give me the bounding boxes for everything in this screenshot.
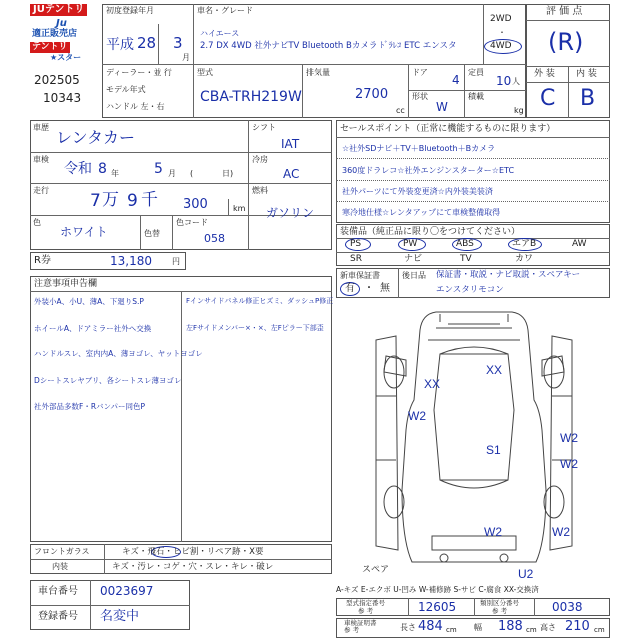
capacity-label: 定員: [468, 68, 484, 77]
doors-label: ドア: [412, 68, 428, 77]
r-ken-label: R券: [34, 255, 51, 266]
inspection-month: 5: [154, 161, 163, 177]
note-right-1: Fインサイドパネル修正ヒズミ、ダッシュP修正: [186, 297, 334, 305]
warranty-yes: 有: [345, 283, 355, 294]
front-glass-label: フロントガラス: [34, 547, 90, 556]
load-label: 積載: [468, 92, 484, 101]
history-label: 車歴: [33, 123, 49, 132]
after-value-2: エンスタリモコン: [436, 285, 504, 295]
logo-line5: ★スター: [50, 53, 82, 62]
inspection-day-open: (: [190, 169, 194, 178]
r-ken-value: 13,180: [110, 254, 152, 268]
displacement-label: 排気量: [306, 68, 330, 77]
model-code-label: 型式: [197, 68, 213, 77]
mark-w2-rear-left: W2: [484, 525, 502, 539]
capacity: 10: [496, 74, 512, 88]
dim-height-label: 高さ: [540, 623, 556, 632]
exterior-label: 外 装: [534, 69, 555, 79]
equip-sr: SR: [350, 254, 362, 264]
equip-leather: カワ: [515, 254, 534, 264]
equip-ps: PS: [350, 239, 362, 249]
color-code-label: 色コード: [176, 218, 208, 227]
first-reg-label: 初度登録年月: [106, 6, 154, 15]
equip-navi: ナビ: [404, 254, 423, 264]
note-left-3: ハンドルスレ、室内内A、薄ヨゴレ、ヤットヨゴレ: [34, 349, 203, 358]
r-ken-unit: 円: [172, 257, 180, 266]
warranty-sep: ・: [364, 283, 374, 294]
equip-tv: TV: [460, 254, 472, 264]
note-left-5: 社外部品多数F・Rバンパー同色P: [34, 402, 146, 411]
mileage-u1: 万: [102, 190, 119, 210]
dim-width: 188: [498, 619, 523, 634]
equip-aw: AW: [572, 239, 587, 249]
displacement-unit: cc: [396, 106, 405, 115]
after-label: 後日品: [402, 271, 426, 280]
model-name-label: 車名・グレード: [197, 6, 253, 15]
dim-length: 484: [418, 619, 443, 634]
equip-pw: PW: [403, 239, 418, 249]
score-value: (R): [548, 28, 584, 56]
note-left-2: ホイールA、ドアミラー社外へ交換: [34, 324, 152, 333]
equip-abs: ABS: [456, 239, 474, 249]
model-year-label: モデル年式: [106, 85, 146, 94]
equip-airbag: エアB: [512, 239, 537, 249]
interior-cond-value: キズ・汚レ・コゲ・穴・スレ・キレ・破レ: [112, 562, 274, 572]
r-ken-box: [30, 252, 186, 270]
front-glass-value: キズ・飛石・ヒビ割・リペア跡・X要: [122, 547, 264, 557]
interior-cond-label: 内装: [52, 562, 68, 571]
chassis-value: 0023697: [100, 584, 154, 598]
interior-label: 内 装: [576, 69, 597, 79]
mark-xx-top: XX: [486, 363, 503, 377]
legend: A-キズ E-エクボ U-凹み W-補修跡 S-サビ C-腐食 XX-交換済: [336, 585, 539, 594]
model-code: CBA-TRH219W: [200, 89, 302, 105]
sales-point-4: 寒冷地仕様☆レンタアップにて車検整備取得: [342, 208, 501, 217]
model-grade: 2.7 DX 4WD 社外ナビTV Bluetooth Bカメラ ﾄﾞﾗﾚｺ ETC エンスタ: [200, 41, 457, 51]
ac-label: 冷房: [252, 155, 268, 164]
mark-w2-left: W2: [408, 409, 426, 423]
warranty-no: 無: [380, 283, 390, 294]
logo-line1: JUテントリ: [30, 4, 87, 16]
shape: W: [436, 100, 448, 114]
notes-label: 注意事項申告欄: [34, 279, 98, 289]
rear-bumper: [432, 536, 516, 550]
wheel-rr: [544, 486, 564, 518]
shift: IAT: [281, 137, 300, 151]
inspection-label: 車検: [33, 155, 49, 164]
logo-line2: Ju: [56, 18, 67, 29]
sales-points-label: セールスポイント（正常に機能するものに限ります）: [340, 124, 556, 134]
color-change-label: 色替: [144, 229, 160, 238]
first-reg-year: 28: [137, 34, 157, 52]
first-reg-month: 3: [173, 34, 183, 52]
score-label: 評 価 点: [546, 6, 583, 17]
color: ホワイト: [60, 225, 108, 239]
dim-height: 210: [565, 619, 590, 634]
dealer-label: ディーラー・並 行: [106, 68, 172, 77]
shift-label: シフト: [252, 123, 276, 132]
fuel: ガソリン: [266, 206, 315, 220]
warranty-label: 新車保証書: [340, 271, 380, 280]
note-right-2: 左Fサイドメンバー×・×、左Fピラー下部歪: [186, 324, 324, 332]
interior-score: B: [580, 86, 596, 111]
mileage-u2: 千: [141, 190, 158, 210]
mileage-v1: 7: [90, 191, 101, 211]
mark-s1: S1: [486, 443, 501, 457]
sales-point-3: 社外パーツにて外装変更済☆内外装美装済: [342, 187, 493, 196]
dim-length-label: 長さ: [400, 623, 416, 632]
shape-label: 形状: [412, 92, 428, 101]
first-reg-month-unit: 月: [182, 53, 190, 62]
reg-value: 名変中: [100, 609, 140, 624]
dim-height-unit: cm: [594, 626, 605, 634]
load-unit: kg: [514, 106, 524, 115]
logo-line4: テントリ: [32, 42, 68, 52]
auction-code-2: 10343: [43, 91, 82, 105]
first-reg-era: 平成: [106, 37, 134, 53]
model-name: ハイエース: [200, 29, 240, 38]
displacement: 2700: [355, 87, 389, 102]
spec-value-2: 0038: [552, 600, 583, 614]
mileage-v3: 300: [183, 197, 208, 212]
left-mirror: [384, 356, 406, 376]
handle-label: ハンドル 左・右: [106, 102, 165, 111]
chassis-label: 車台番号: [38, 586, 78, 597]
dim-width-label: 幅: [474, 623, 482, 632]
reg-label: 登録番号: [38, 611, 78, 622]
header-box: [102, 4, 526, 118]
capacity-unit: 人: [512, 77, 520, 86]
after-value: 保証書・取説・ナビ取説・スペアキー: [436, 270, 581, 280]
history: レンタカー: [56, 128, 135, 147]
mileage-unit: km: [233, 204, 246, 213]
auction-code: 202505: [34, 73, 80, 87]
mark-w2-right-2: W2: [560, 457, 578, 471]
spec-value-1: 12605: [418, 600, 457, 614]
spare-label: スペア: [362, 564, 390, 574]
car-body-outline: [402, 312, 546, 562]
spec-label-1b: 参 考: [358, 607, 374, 615]
inspection-year: 8: [98, 161, 107, 177]
inspection-year-unit: 年: [111, 169, 119, 178]
drive-4wd: 4WD: [490, 41, 512, 51]
spec-label-2: 類別区分番号: [480, 599, 519, 607]
wheel-fr: [544, 356, 564, 388]
doors: 4: [452, 73, 460, 87]
sales-point-1: ☆社外SDナビ＋TV＋Bluetooth＋Bカメラ: [342, 144, 496, 153]
spec-label-1: 型式指定番号: [346, 599, 385, 607]
inspection-month-unit: 月: [168, 169, 176, 178]
dim-length-unit: cm: [446, 626, 457, 634]
car-diagram: [336, 300, 610, 582]
drive-2wd: 2WD: [490, 14, 512, 24]
color-label: 色: [33, 218, 41, 227]
spec-label-2b: 参 考: [492, 607, 508, 615]
mark-w2-rear-right: W2: [552, 525, 570, 539]
sales-point-2: 360度ドラレコ☆社外エンジンスターター☆ETC: [342, 166, 515, 175]
exterior-score: C: [540, 86, 556, 111]
drive-dot: ・: [498, 28, 506, 37]
mileage-label: 走行: [33, 186, 49, 195]
inspection-era: 令和: [64, 161, 92, 177]
dims-note: 車検証明書 参 考: [344, 619, 377, 634]
equipment-label: 装備品（純正品に限り〇をつけてください）: [340, 227, 521, 237]
mileage-v2: 9: [127, 191, 138, 211]
right-mirror: [542, 356, 564, 376]
color-code: 058: [204, 232, 225, 245]
wheel-fl: [384, 356, 404, 388]
note-left-1: 外装小A、小U、薄A、下廻りS.P: [34, 297, 144, 306]
wheel-rl: [384, 486, 404, 518]
logo-line3: 適正販売店: [32, 29, 78, 39]
logo: [28, 4, 102, 62]
mark-w2-right-1: W2: [560, 431, 578, 445]
mark-xx-left: XX: [424, 377, 441, 391]
inspection-day-close: 日): [222, 169, 234, 178]
dim-width-unit: cm: [526, 626, 537, 634]
mark-u2: U2: [518, 567, 534, 581]
note-left-4: Dシートスレヤブリ、各シートスレ薄ヨゴレ: [34, 376, 182, 385]
fuel-label: 燃料: [252, 186, 268, 195]
ac: AC: [283, 167, 300, 181]
